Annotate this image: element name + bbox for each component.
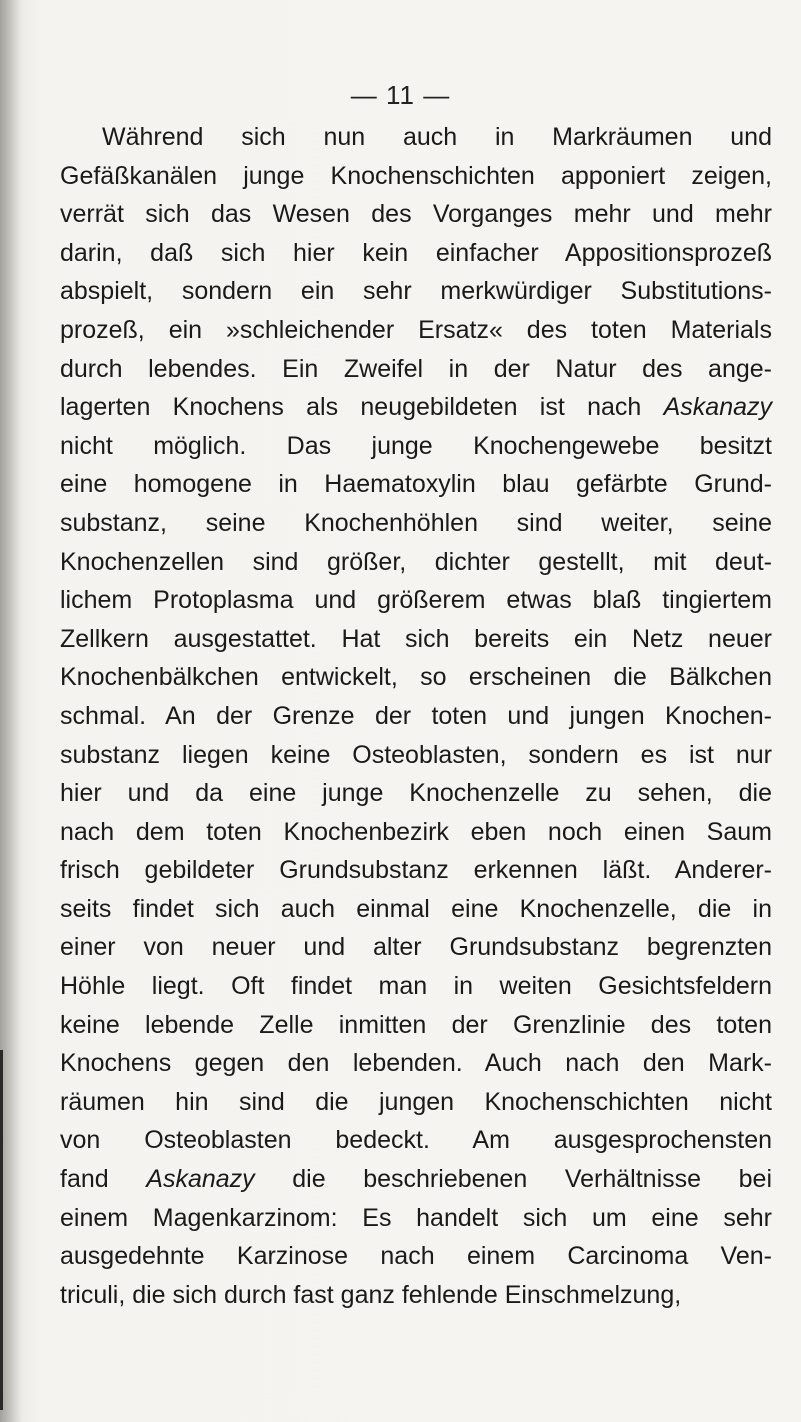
text-line: nach dem toten Knochenbezirk eben noch einen Saum <box>60 817 772 846</box>
text-line: Während sich nun auch in Markräumen und <box>102 123 772 151</box>
text-line: hier und da eine junge Knochenzelle zu sehen, die <box>60 779 772 808</box>
body-text <box>60 118 772 1314</box>
text-segment: fand <box>60 1165 147 1194</box>
text-line: ausgedehnte Karzinose nach einem Carcinoma Ven- <box>60 1242 772 1271</box>
text-line: Knochens gegen den lebenden. Auch nach den Mark- <box>60 1049 772 1078</box>
text-line: triculi, die sich durch fast ganz fehlende Einschmelzung, <box>60 1280 682 1309</box>
text-line: abspielt, sondern ein sehr merkwürdiger Substitutions- <box>60 277 772 306</box>
text-line: Höhle liegt. Oft findet man in weiten Gesichtsfeldern <box>60 972 772 1001</box>
author-name: Askanazy <box>663 393 772 422</box>
text-line: schmal. An der Grenze der toten und jungen Knochen- <box>60 701 772 730</box>
binding-shadow <box>0 0 22 1422</box>
text-segment: lagerten Knochens als neugebildeten ist nach <box>60 393 664 422</box>
text-line: nicht möglich. Das junge Knochengewebe besitzt <box>60 431 772 460</box>
text-line: verrät sich das Wesen des Vorganges mehr und mehr <box>60 200 772 229</box>
text-line: substanz liegen keine Osteoblasten, sondern es ist nur <box>60 740 772 769</box>
text-line: lichem Protoplasma und größerem etwas blaß tingiertem <box>60 586 772 615</box>
text-line-with-author <box>60 1160 772 1199</box>
text-line: einer von neuer und alter Grundsubstanz begrenzten <box>60 933 772 962</box>
text-line: keine lebende Zelle inmitten der Grenzlinie des toten <box>60 1010 772 1039</box>
text-segment: die beschriebenen Verhältnisse bei <box>254 1165 772 1194</box>
text-line: Zellkern ausgestattet. Hat sich bereits ein Netz neuer <box>60 624 772 653</box>
author-name: Askanazy <box>146 1165 255 1194</box>
page-edge-mark <box>0 1050 3 1410</box>
text-line: frisch gebildeter Grundsubstanz erkennen läßt. Anderer- <box>60 856 772 885</box>
text-line: darin, daß sich hier kein einfacher Appositionsprozeß <box>60 238 772 267</box>
text-line: Knochenbälkchen entwickelt, so erscheinen die Bälkchen <box>60 663 772 692</box>
text-line: substanz, seine Knochenhöhlen sind weiter, seine <box>60 508 772 537</box>
text-line: Knochenzellen sind größer, dichter gestellt, mit deut- <box>60 547 772 576</box>
text-line: einem Magenkarzinom: Es handelt sich um eine sehr <box>60 1203 772 1232</box>
text-line: von Osteoblasten bedeckt. Am ausgesprochensten <box>60 1126 772 1155</box>
text-line: prozeß, ein »schleichender Ersatz« des toten Materials <box>60 315 772 344</box>
text-line: räumen hin sind die jungen Knochenschichten nicht <box>60 1087 772 1116</box>
text-line: Gefäßkanälen junge Knochenschichten apponiert zeigen, <box>60 161 772 190</box>
text-line: durch lebendes. Ein Zweifel in der Natur des ange- <box>60 354 772 383</box>
text-line: seits findet sich auch einmal eine Knochenzelle, die in <box>60 894 772 923</box>
page-number: — 11 — <box>350 80 451 110</box>
text-line: eine homogene in Haematoxylin blau gefärbte Grund- <box>60 470 772 499</box>
text-line-with-author <box>60 388 772 427</box>
